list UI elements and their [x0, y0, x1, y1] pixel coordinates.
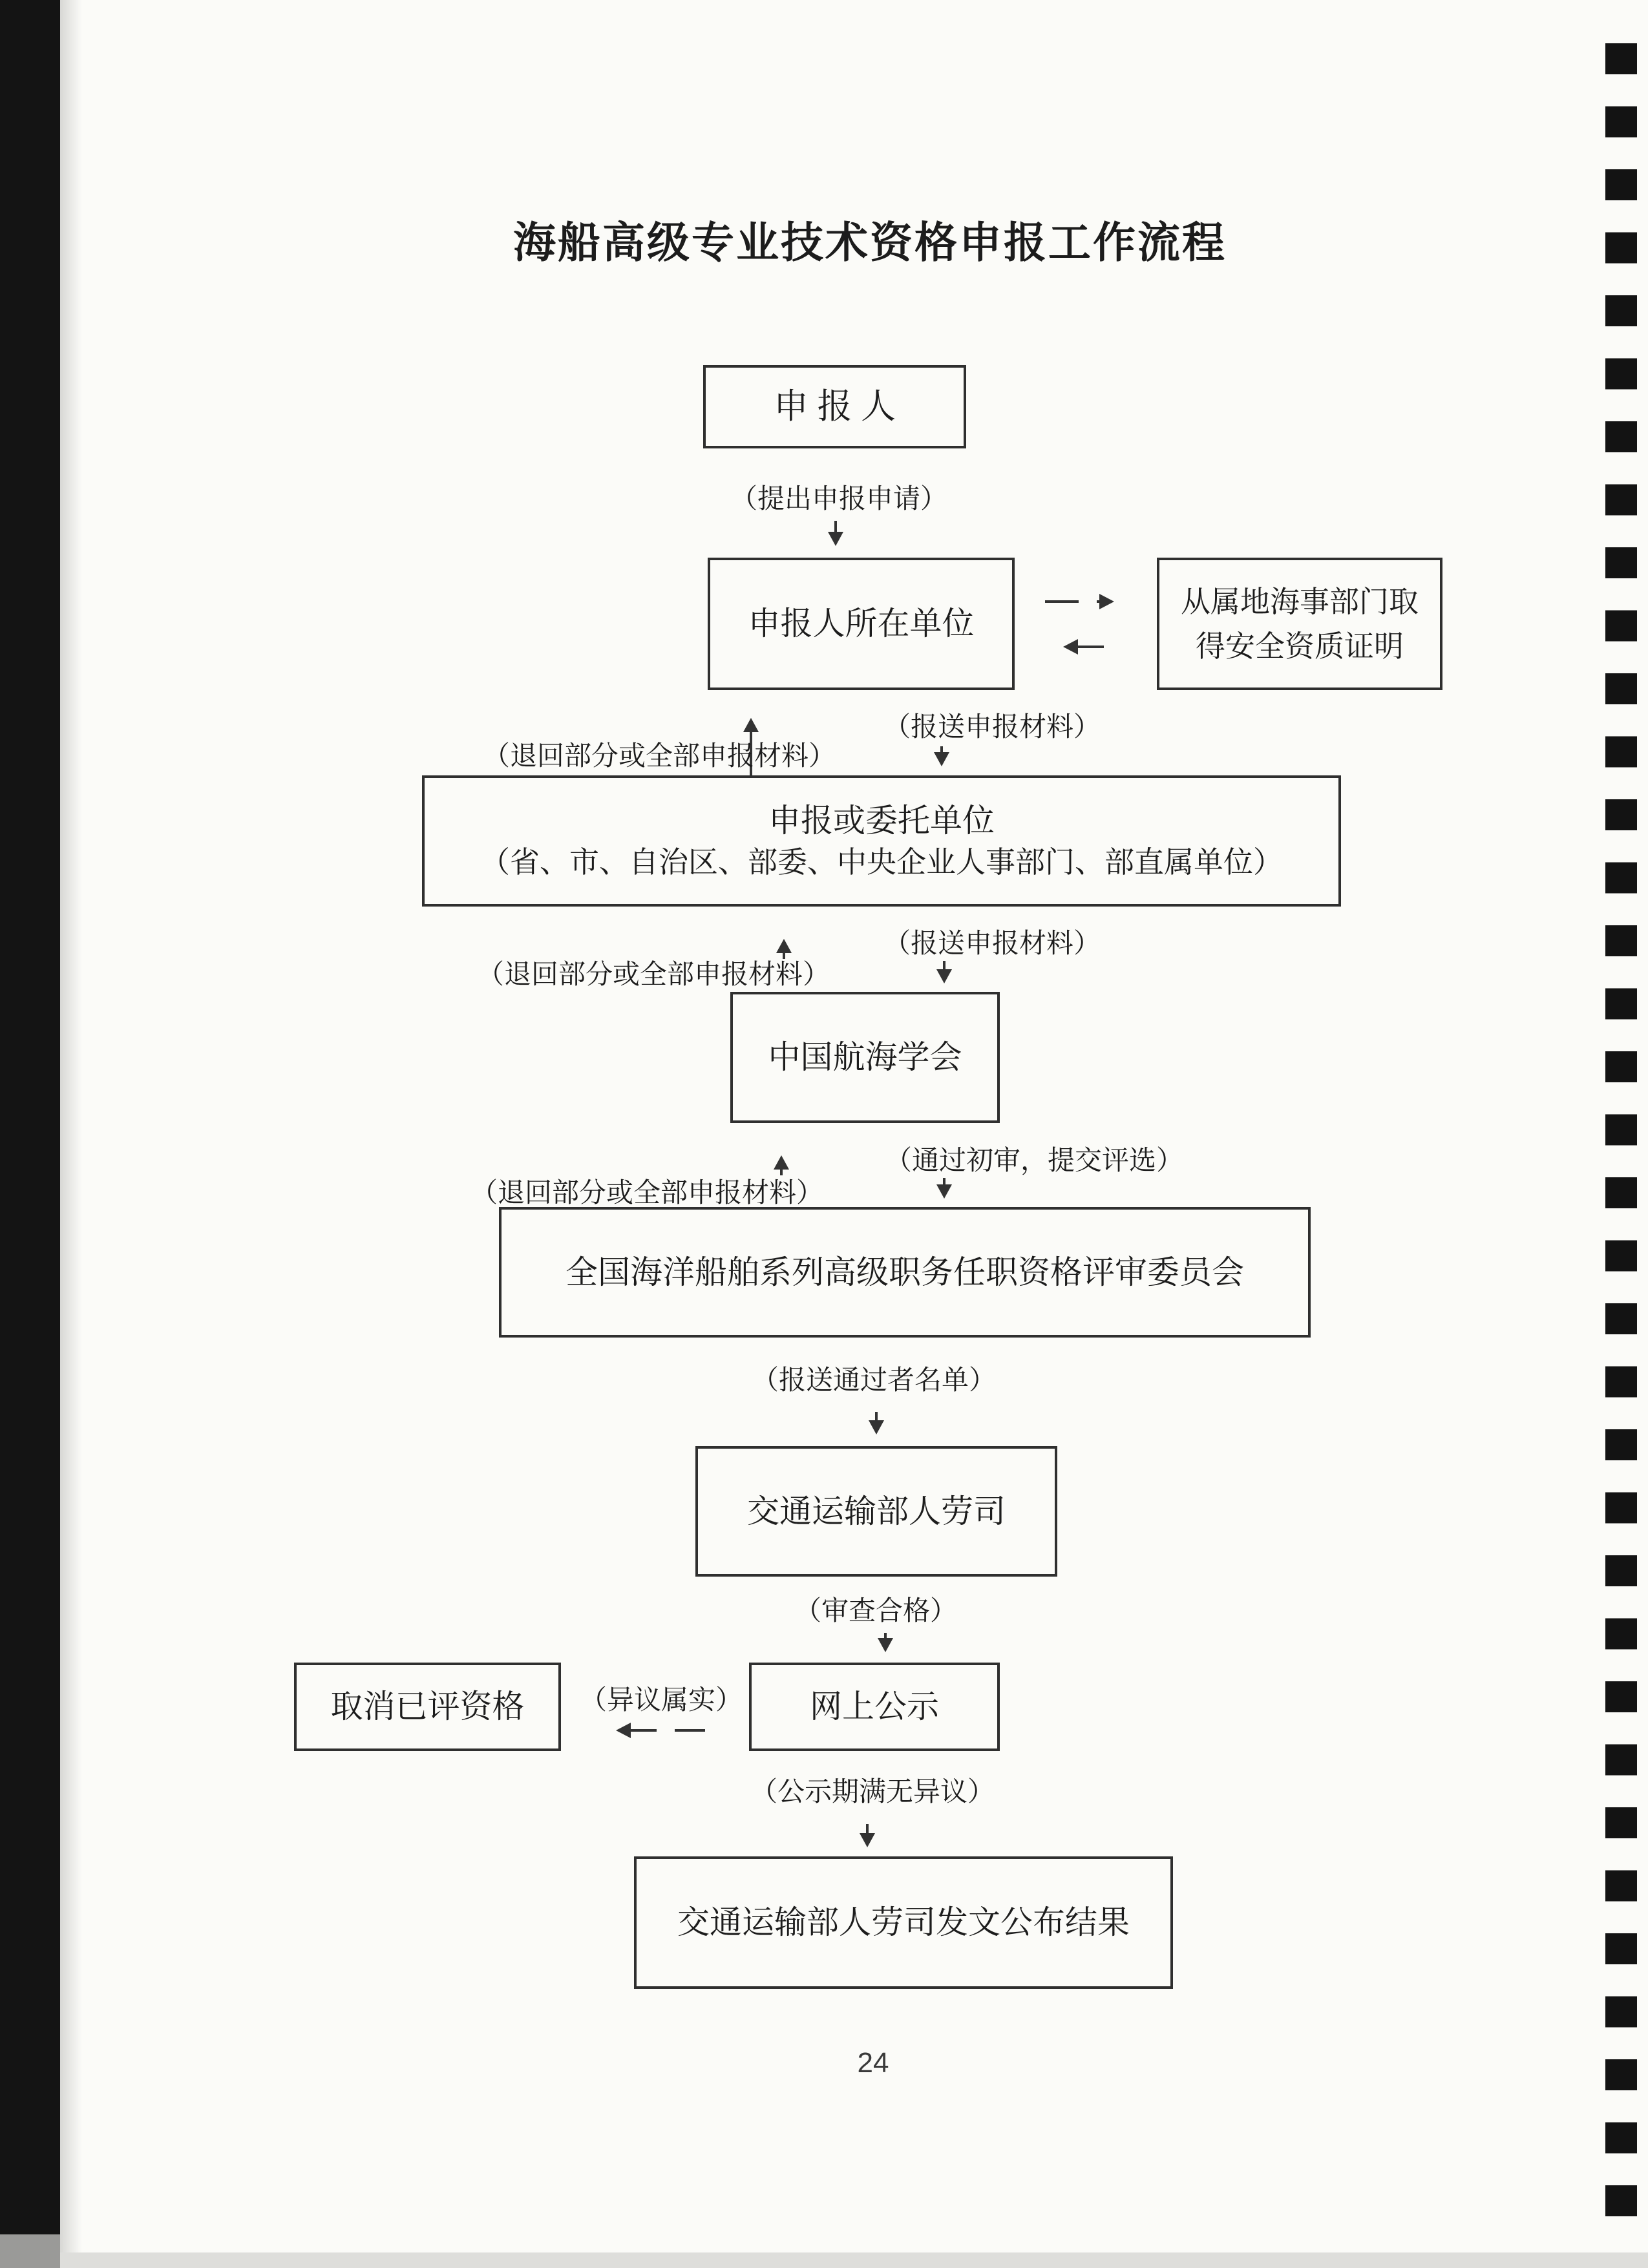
arrow-down-unit-to-entrust — [940, 746, 943, 761]
flow-box-committee-label: 全国海洋船舶系列高级职务任职资格评审委员会 — [565, 1254, 1244, 1290]
flow-box-committee — [499, 1207, 1311, 1338]
page-title: 海船高级专业技术资格申报工作流程 — [513, 220, 1227, 267]
flow-box-entrust-line2: （省、市、自治区、部委、中央企业人事部门、部直属单位） — [480, 846, 1283, 879]
label-submit-request: （提出申报申请） — [730, 485, 948, 514]
arrow-dashed-left-publicity-to-cancel — [623, 1729, 705, 1732]
label-pass-review: （通过初审，提交评选） — [884, 1146, 1184, 1176]
flow-box-unit — [708, 558, 1015, 690]
arrow-down-publicity-to-final — [866, 1824, 869, 1842]
flow-box-final — [634, 1856, 1173, 1989]
flow-box-publicity-label: 网上公示 — [810, 1688, 939, 1725]
flow-box-cancel — [294, 1663, 561, 1751]
spine-shadow — [60, 0, 82, 2268]
label-submit-materials-2: （报送申报材料） — [883, 929, 1101, 959]
label-return-materials-1: （退回部分或全部申报材料） — [482, 742, 836, 772]
flow-box-applicant-label: 申 报 人 — [774, 387, 896, 426]
arrow-down-entrust-to-society — [943, 961, 945, 978]
binding-spine-fade — [0, 2234, 60, 2268]
label-return-materials-2: （退回部分或全部申报材料） — [476, 960, 830, 990]
label-submit-materials-1: （报送申报材料） — [883, 713, 1101, 742]
flow-box-maritime-line2: 得安全资质证明 — [1196, 629, 1404, 663]
page-number: 24 — [857, 2047, 889, 2079]
label-no-objection: （公示期满无异议） — [750, 1778, 995, 1807]
arrow-dashed-right-unit-to-maritime — [1045, 600, 1107, 603]
flow-box-society — [730, 992, 1000, 1123]
flow-box-unit-label: 申报人所在单位 — [748, 605, 975, 642]
flow-box-maritime — [1157, 558, 1442, 690]
label-objection-true: （异议属实） — [579, 1686, 743, 1716]
label-send-list: （报送通过者名单） — [751, 1366, 997, 1396]
flow-box-personnel-dept — [695, 1446, 1057, 1577]
flow-box-cancel-label: 取消已评资格 — [330, 1688, 525, 1725]
flow-box-publicity — [749, 1663, 1000, 1751]
label-review-passed: （审查合格） — [794, 1597, 958, 1626]
arrow-up-society-to-entrust — [783, 945, 785, 959]
scan-bottom-edge — [60, 2252, 1648, 2268]
label-return-materials-3: （退回部分或全部申报材料） — [470, 1179, 824, 1208]
flow-box-maritime-line1: 从属地海事部门取 — [1181, 585, 1419, 618]
flow-box-personnel-dept-label: 交通运输部人劳司 — [747, 1493, 1006, 1529]
flow-box-entrust-line1: 申报或委托单位 — [768, 802, 995, 839]
flow-box-entrust — [422, 775, 1341, 907]
arrow-down-applicant-to-unit — [834, 521, 837, 540]
arrow-down-personnel-to-publicity — [884, 1633, 887, 1646]
arrow-up-committee-to-society — [780, 1161, 783, 1175]
arrow-down-society-to-committee — [943, 1178, 945, 1193]
arrow-dashed-left-maritime-to-unit — [1070, 646, 1118, 648]
binding-spine-strip — [0, 0, 60, 2234]
flow-box-final-label: 交通运输部人劳司发文公布结果 — [677, 1904, 1130, 1940]
flow-box-applicant — [703, 365, 966, 448]
flow-box-society-label: 中国航海学会 — [768, 1039, 962, 1075]
arrow-down-committee-to-personnel — [875, 1412, 878, 1429]
binder-holes-column — [1605, 43, 1637, 2218]
